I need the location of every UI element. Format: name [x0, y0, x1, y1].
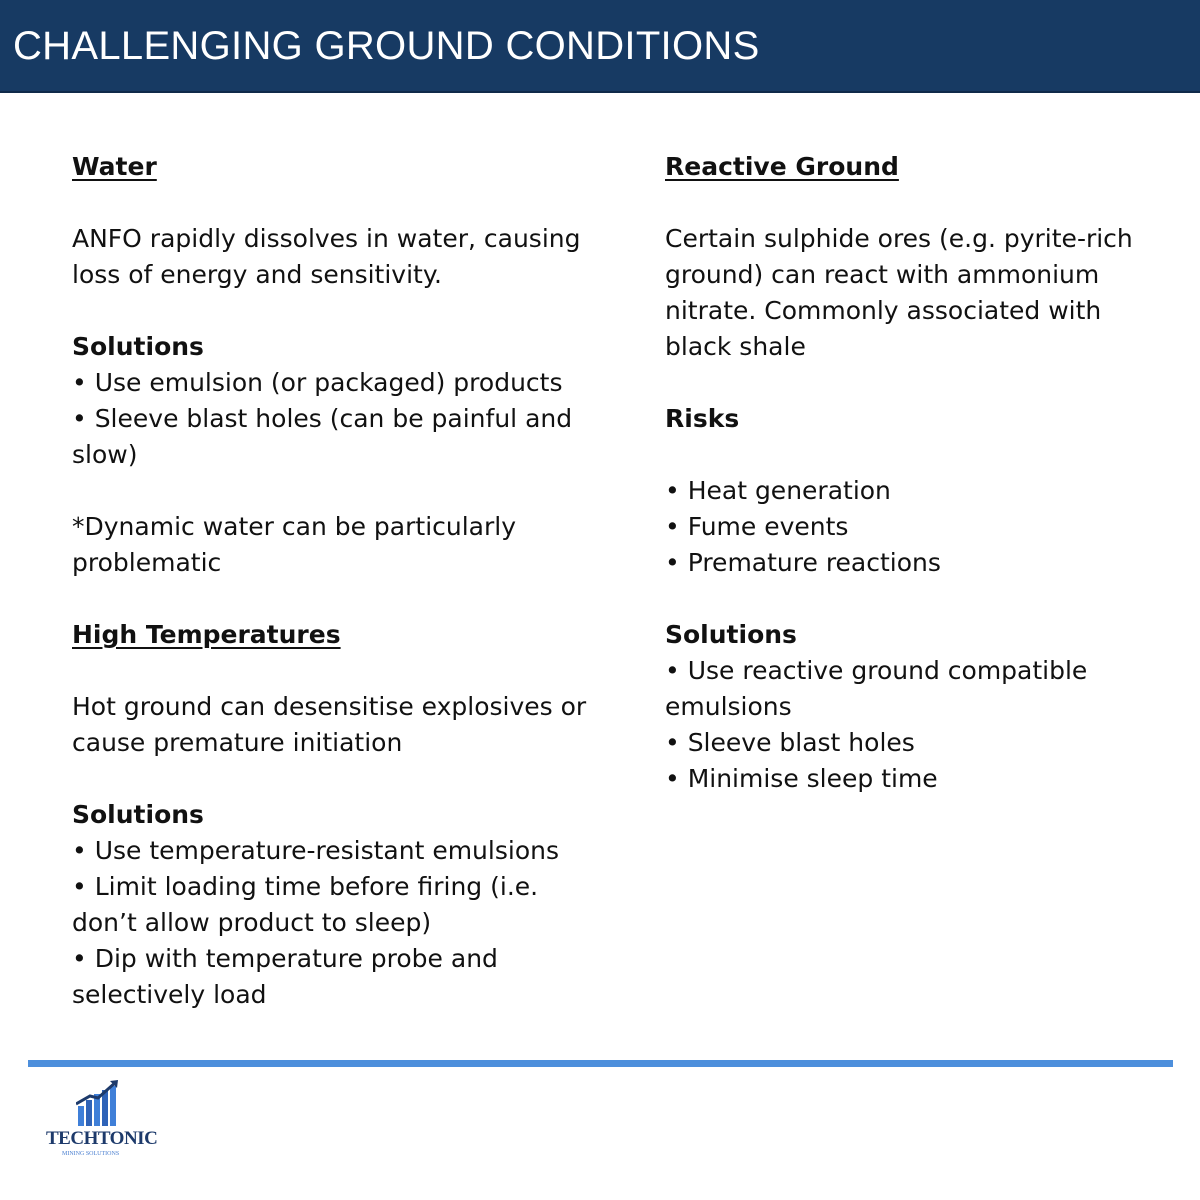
risk-item: • Fume events	[665, 512, 849, 541]
page-title: CHALLENGING GROUND CONDITIONS	[13, 24, 760, 68]
water-solutions-label: Solutions	[72, 332, 204, 361]
left-column	[72, 149, 632, 1013]
logo-bars-icon	[76, 1080, 122, 1128]
reactive-ground-heading: Reactive Ground	[665, 152, 899, 181]
right-column	[665, 149, 1165, 797]
temps-solution-item: • Limit loading time before firing (i.e.	[72, 872, 539, 901]
risk-item: • Heat generation	[665, 476, 891, 505]
reactive-solutions-label: Solutions	[665, 620, 797, 649]
reactive-text-line: nitrate. Commonly associated with	[665, 296, 1102, 325]
temps-solution-item: • Dip with temperature probe and	[72, 944, 498, 973]
logo-name: TECHTONIC	[46, 1128, 158, 1149]
reactive-solution-item: • Sleeve blast holes	[665, 728, 915, 757]
temps-text-line: cause premature initiation	[72, 728, 403, 757]
techtonic-logo	[44, 1080, 158, 1160]
reactive-text-line: ground) can react with ammonium	[665, 260, 1100, 289]
water-text-line: loss of energy and sensitivity.	[72, 260, 443, 289]
risk-item: • Premature reactions	[665, 548, 941, 577]
water-note: *Dynamic water can be particularly	[72, 512, 517, 541]
temps-solution-item: don’t allow product to sleep)	[72, 908, 432, 937]
temps-solutions-label: Solutions	[72, 800, 204, 829]
water-heading: Water	[72, 152, 157, 181]
reactive-text-line: black shale	[665, 332, 806, 361]
water-note: problematic	[72, 548, 222, 577]
water-solution-item: • Use emulsion (or packaged) products	[72, 368, 563, 397]
reactive-text-line: Certain sulphide ores (e.g. pyrite-rich	[665, 224, 1133, 253]
temps-solution-item: selectively load	[72, 980, 267, 1009]
logo-tagline: MINING SOLUTIONS	[62, 1151, 120, 1157]
temps-text-line: Hot ground can desensitise explosives or	[72, 692, 587, 721]
risks-label: Risks	[665, 404, 740, 433]
reactive-solution-item: • Minimise sleep time	[665, 764, 938, 793]
title-banner	[0, 0, 1200, 93]
water-solution-item: • Sleeve blast holes (can be painful and	[72, 404, 573, 433]
water-text-line: ANFO rapidly dissolves in water, causing	[72, 224, 581, 253]
reactive-solution-item: • Use reactive ground compatible	[665, 656, 1088, 685]
temps-solution-item: • Use temperature-resistant emulsions	[72, 836, 559, 865]
reactive-solution-item: emulsions	[665, 692, 792, 721]
water-solution-item: slow)	[72, 440, 138, 469]
footer-divider	[28, 1060, 1173, 1067]
high-temperatures-heading: High Temperatures	[72, 620, 341, 649]
